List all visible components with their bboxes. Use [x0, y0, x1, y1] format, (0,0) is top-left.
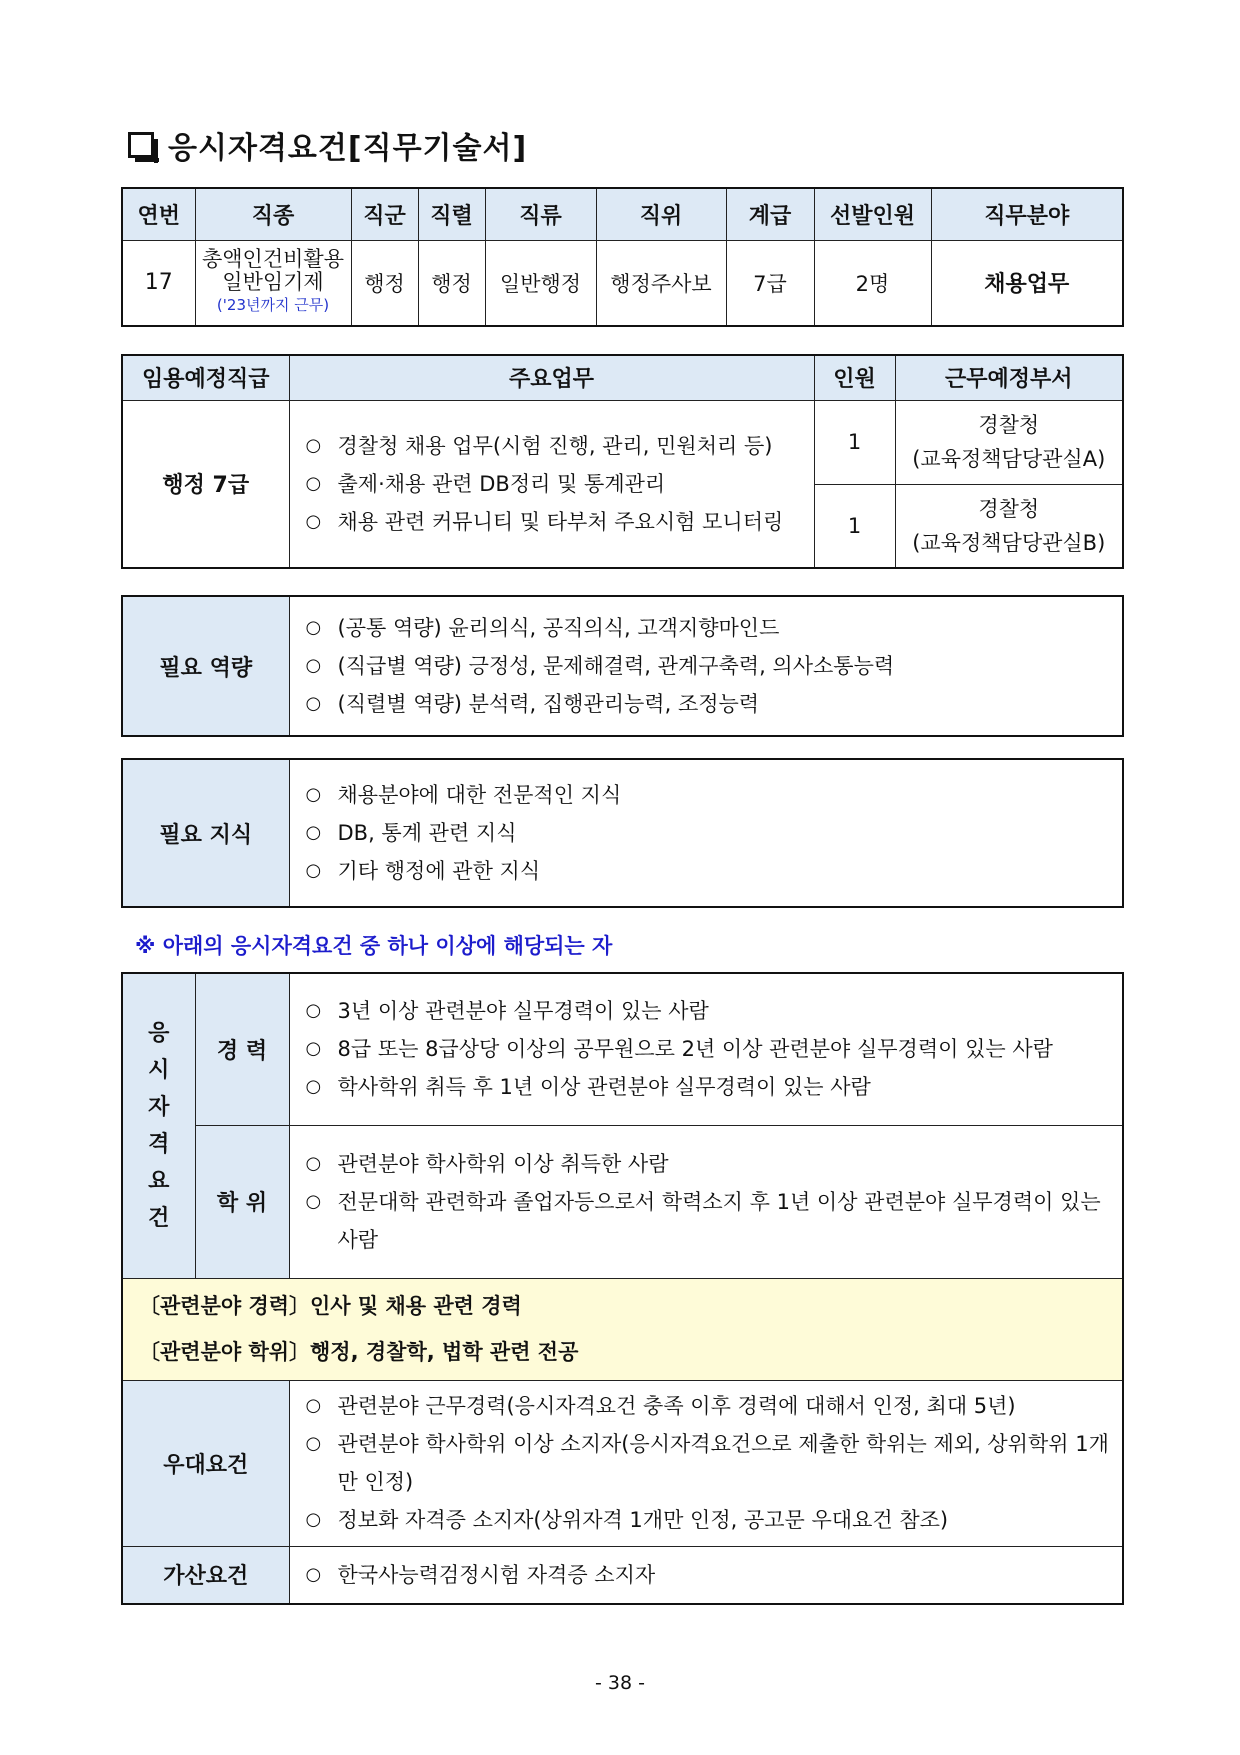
field-cell: 채용업무 [931, 240, 1123, 326]
list-item [306, 1145, 1111, 1183]
position-table-header [122, 188, 1123, 240]
list-item-text: (공통 역량) 윤리의식, 공직의식, 고객지향마인드 [337, 616, 780, 640]
header-cell: 계급 [726, 188, 814, 240]
header-cell: 직류 [485, 188, 596, 240]
list-item [306, 1501, 1111, 1539]
list-item [306, 685, 1123, 723]
bullet-circle-icon: ○ [305, 1563, 322, 1585]
table-row [122, 1125, 1123, 1278]
competency-table [121, 595, 1124, 737]
related-field-cell [122, 1278, 1123, 1380]
bullet-circle-icon: ○ [305, 1038, 322, 1060]
list-item-text: 전문대학 관련학과 졸업자등으로서 학력소지 후 1년 이상 관련분야 실무경력이 있는 사람 [337, 1189, 1101, 1252]
row-number: 17 [122, 240, 195, 326]
bonus-label: 가산요건 [122, 1546, 289, 1604]
side-label-char: 요 [148, 1168, 170, 1194]
list-item [306, 1183, 1111, 1259]
list-item-text: 한국사능력검정시험 자격증 소지자 [337, 1562, 656, 1587]
related-degree: 〔관련분야 학위〕행정, 경찰학, 법학 관련 전공 [139, 1340, 579, 1364]
list-item-text: 출제·채용 관련 DB정리 및 통계관리 [337, 471, 666, 496]
bullet-circle-icon: ○ [305, 784, 322, 805]
list-item-text: 기타 행정에 관한 지식 [337, 859, 541, 883]
bullet-circle-icon: ○ [305, 1152, 322, 1174]
list-item [306, 503, 814, 541]
related-career: 〔관련분야 경력〕인사 및 채용 관련 경력 [139, 1294, 522, 1318]
list-item [306, 647, 1123, 685]
bullet-circle-icon: ○ [305, 1190, 322, 1212]
job-type-line2: 일반임기제 [222, 270, 324, 295]
bullet-circle-icon: ○ [305, 1433, 322, 1454]
list-item [306, 814, 1123, 852]
table-row [122, 596, 1123, 736]
list-item [306, 1030, 1123, 1068]
list-item [306, 1556, 1123, 1594]
class-cell: 일반행정 [485, 240, 596, 326]
list-item-text: 정보화 자격증 소지자(상위자격 1개만 인정, 공고문 우대요건 참조) [337, 1508, 949, 1532]
count-cell: 1 [814, 484, 895, 568]
bullet-circle-icon: ○ [305, 822, 322, 843]
duty-table [121, 354, 1124, 569]
job-type-cell [195, 240, 351, 326]
dept-name: 경찰청 [978, 496, 1040, 521]
degree-label: 학 위 [195, 1125, 289, 1278]
bullet-circle-icon: ○ [305, 693, 322, 714]
bullet-circle-icon: ○ [305, 1509, 322, 1530]
dept-office: (교육정책담당관실A) [912, 447, 1106, 471]
duty-table-header [122, 355, 1123, 400]
bonus-list [289, 1546, 1123, 1604]
table-row [122, 240, 1123, 326]
list-item-text: 3년 이상 관련분야 실무경력이 있는 사람 [337, 999, 709, 1024]
bullet-circle-icon: ○ [305, 1076, 322, 1098]
position-table [121, 187, 1124, 327]
side-label-char: 격 [148, 1131, 170, 1157]
grade-cell: 7급 [726, 240, 814, 326]
knowledge-list [289, 759, 1123, 907]
career-list [289, 973, 1123, 1125]
bullet-circle-icon: ○ [305, 434, 322, 456]
list-item [306, 776, 1123, 814]
dept-office: (교육정책담당관실B) [912, 530, 1106, 555]
table-row [122, 759, 1123, 907]
list-item-text: (직급별 역량) 긍정성, 문제해결력, 관계구축력, 의사소통능력 [337, 654, 895, 678]
preference-list [289, 1380, 1123, 1546]
header-cell: 직군 [351, 188, 418, 240]
degree-list [289, 1125, 1123, 1278]
dept-cell [895, 484, 1123, 568]
list-item [306, 992, 1123, 1030]
page-title-text: 응시자격요건[직무기술서] [168, 131, 528, 166]
position-cell: 행정주사보 [596, 240, 726, 326]
list-item [306, 1425, 1111, 1501]
list-item [306, 1387, 1111, 1425]
bullet-circle-icon: ○ [305, 617, 322, 638]
competency-list [289, 596, 1123, 736]
header-cell: 직렬 [418, 188, 485, 240]
list-item-text: 채용분야에 대한 전문적인 지식 [337, 783, 622, 807]
job-type-line1: 총액인건비활용 [201, 247, 344, 272]
series-cell: 행정 [418, 240, 485, 326]
page-title [128, 125, 527, 165]
count-cell: 2명 [814, 240, 931, 326]
side-label-char: 건 [148, 1205, 170, 1231]
list-item-text: DB, 통계 관련 지식 [337, 821, 517, 845]
list-item [306, 852, 1123, 890]
header-cell: 연번 [122, 188, 195, 240]
side-label-char: 자 [148, 1094, 170, 1120]
knowledge-label: 필요 지식 [122, 759, 289, 907]
list-item-text: 관련분야 근무경력(응시자격요건 충족 이후 경력에 대해서 인정, 최대 5년) [337, 1394, 1016, 1418]
qualification-table [121, 972, 1124, 1605]
table-row [122, 400, 1123, 484]
header-cell: 인원 [814, 355, 895, 400]
list-item [306, 427, 814, 465]
list-item [306, 465, 814, 503]
list-item-text: 관련분야 학사학위 이상 소지자(응시자격요건으로 제출한 학위는 제외, 상위학위 1개만 인정) [337, 1432, 1109, 1494]
dept-name: 경찰청 [978, 413, 1040, 437]
competency-label: 필요 역량 [122, 596, 289, 736]
qualification-side-label [122, 973, 195, 1278]
duties-list [289, 400, 814, 568]
table-row [122, 1278, 1123, 1380]
list-item-text: 관련분야 학사학위 이상 취득한 사람 [337, 1151, 669, 1176]
career-label: 경 력 [195, 973, 289, 1125]
grade-label: 행정 7급 [122, 400, 289, 568]
header-cell: 직무분야 [931, 188, 1123, 240]
knowledge-table [121, 758, 1124, 908]
page-number: - 38 - [595, 1672, 645, 1694]
preference-label: 우대요건 [122, 1380, 289, 1546]
table-row [122, 1380, 1123, 1546]
header-cell: 직종 [195, 188, 351, 240]
bullet-circle-icon: ○ [305, 472, 322, 494]
qualification-note: ※ 아래의 응시자격요건 중 하나 이상에 해당되는 자 [135, 934, 613, 958]
header-cell: 주요업무 [289, 355, 814, 400]
list-item-text: 8급 또는 8급상당 이상의 공무원으로 2년 이상 관련분야 실무경력이 있는 사람 [337, 1037, 1053, 1062]
bullet-circle-icon: ○ [305, 1000, 322, 1022]
count-cell: 1 [814, 400, 895, 484]
job-type-note: ('23년까지 근무) [216, 296, 330, 315]
bullet-circle-icon: ○ [305, 860, 322, 881]
group-cell: 행정 [351, 240, 418, 326]
list-item-text: (직렬별 역량) 분석력, 집행관리능력, 조정능력 [337, 692, 760, 716]
checkbox-square-icon [128, 132, 154, 158]
bullet-circle-icon: ○ [305, 655, 322, 676]
list-item [306, 609, 1123, 647]
list-item [306, 1068, 1123, 1106]
bullet-circle-icon: ○ [305, 510, 322, 532]
table-row [122, 973, 1123, 1125]
list-item-text: 채용 관련 커뮤니티 및 타부처 주요시험 모니터링 [337, 509, 784, 534]
header-cell: 근무예정부서 [895, 355, 1123, 400]
header-cell: 임용예정직급 [122, 355, 289, 400]
list-item-text: 경찰청 채용 업무(시험 진행, 관리, 민원처리 등) [337, 433, 773, 458]
bullet-circle-icon: ○ [305, 1395, 322, 1416]
table-row [122, 1546, 1123, 1604]
list-item-text: 학사학위 취득 후 1년 이상 관련분야 실무경력이 있는 사람 [337, 1075, 871, 1100]
side-label-char: 시 [148, 1057, 170, 1083]
header-cell: 선발인원 [814, 188, 931, 240]
dept-cell [895, 400, 1123, 484]
header-cell: 직위 [596, 188, 726, 240]
side-label-char: 응 [148, 1020, 170, 1046]
